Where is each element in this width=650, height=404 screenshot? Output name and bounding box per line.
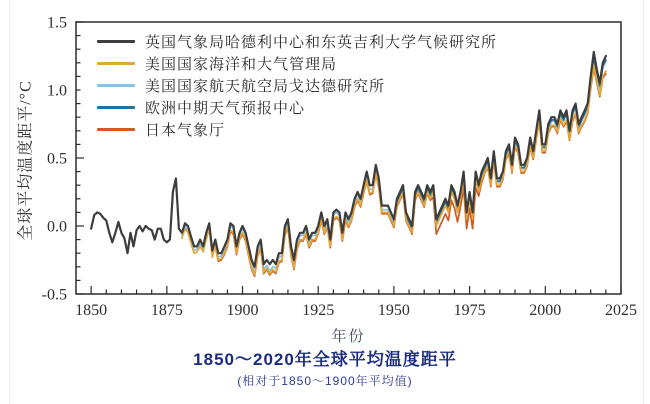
x-axis-ticks <box>91 286 621 294</box>
y-tick-label: 0.0 <box>47 218 67 236</box>
x-tick-label: 1850 <box>75 302 108 319</box>
x-tick-label: 1950 <box>377 302 410 319</box>
nasa-giss-line-swatch <box>97 84 135 87</box>
x-tick-label: 2000 <box>529 302 562 319</box>
chart-legend <box>97 30 497 140</box>
legend-item-jma <box>97 118 497 140</box>
y-axis-ticks <box>76 22 84 294</box>
chart-subtitle: (相对于1850～1900年平均值) <box>237 374 413 388</box>
x-tick-label: 1875 <box>150 302 183 319</box>
chart-title: 1850～2020年全球平均温度距平 <box>193 350 457 369</box>
x-axis-title: 年份 <box>331 329 366 345</box>
legend-item-nasa-giss <box>97 74 497 96</box>
x-tick-label: 2025 <box>605 302 637 319</box>
y-tick-label: 1.0 <box>47 82 67 100</box>
legend-label-noaa: 美国国家海洋和大气管理局 <box>145 56 338 73</box>
noaa-line-swatch <box>97 62 135 65</box>
ecmwf-line-swatch <box>97 106 135 109</box>
legend-label-ecmwf: 欧洲中期天气预报中心 <box>145 100 306 117</box>
x-tick-label: 1925 <box>302 302 335 319</box>
hadcrut-line-swatch <box>97 40 135 43</box>
legend-label-hadcrut: 英国气象局哈德利中心和东英吉利大学气候研究所 <box>145 34 498 51</box>
legend-label-nasa-giss: 美国国家航天航空局戈达德研究所 <box>145 78 386 95</box>
legend-label-jma: 日本气象厅 <box>145 122 226 139</box>
y-tick-label: 1.5 <box>47 14 67 32</box>
x-tick-label: 1975 <box>453 302 486 319</box>
legend-item-noaa <box>97 52 497 74</box>
legend-item-hadcrut <box>97 30 497 52</box>
jma-line-swatch <box>97 128 135 131</box>
legend-item-ecmwf <box>97 96 497 118</box>
y-tick-label: 0.5 <box>47 150 67 168</box>
y-axis-title: 全球平均温度距平/°C <box>17 80 35 241</box>
y-tick-label: -0.5 <box>41 286 67 304</box>
x-tick-label: 1900 <box>226 302 259 319</box>
